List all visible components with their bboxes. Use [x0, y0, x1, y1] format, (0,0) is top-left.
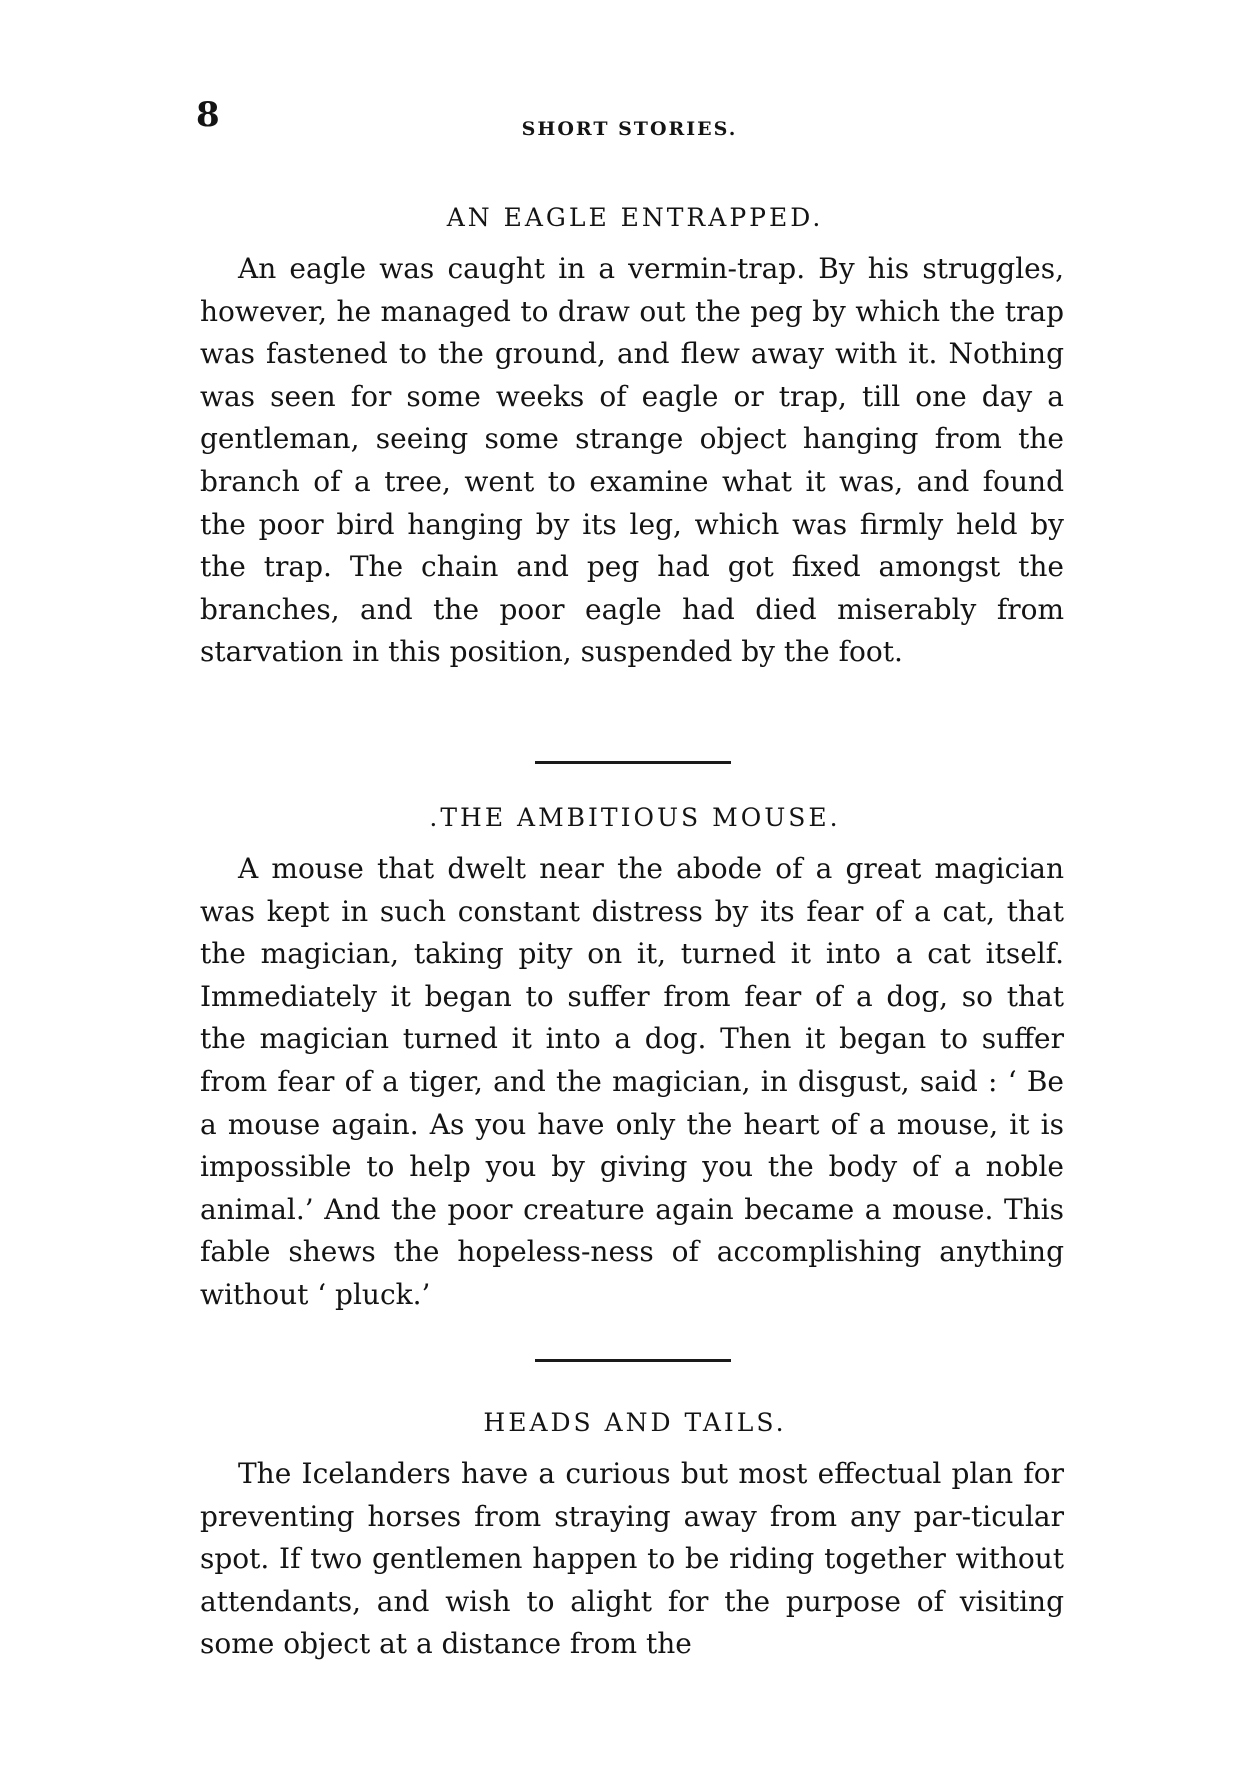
- section-divider: [535, 1359, 731, 1362]
- story-text-heads-and-tails: The Icelanders have a curious but most effectual plan for preventing horses from straying away from any par-ticular spot. If two gentlemen happen to be riding together without attendants, and wish to alight for the purpose of visiting some object at a distance from the: [200, 1457, 1064, 1661]
- story-title-eagle: AN EAGLE ENTRAPPED.: [446, 203, 824, 232]
- running-head: SHORT STORIES.: [521, 118, 738, 140]
- page-number: 8: [196, 95, 220, 135]
- story-text-mouse: A mouse that dwelt near the abode of a great magician was kept in such constant distress by its fear of a cat, that the magician, taking pity on it, turned it into a cat itself. Immediately it began to suffer from fear of a dog, so that the magician turned it into a dog. Then it began to suffer from fear of a tiger, and the magician, in disgust, said : ‘ Be a mouse again. As you have only the heart of a mouse, it is impossible to help you by giving you the body of a noble animal.’ And the poor creature again became a mouse. This fable shews the hopeless-ness of accomplishing anything without ‘ pluck.’: [200, 852, 1064, 1311]
- section-divider: [535, 761, 731, 764]
- story-title-heads-and-tails: HEADS AND TAILS.: [483, 1408, 787, 1437]
- story-title-mouse: .THE AMBITIOUS MOUSE.: [429, 803, 841, 832]
- story-text-eagle: An eagle was caught in a vermin-trap. By his struggles, however, he managed to draw out the peg by which the trap was fastened to the ground, and flew away with it. Nothing was seen for some weeks of eagle or trap, till one day a gentleman, seeing some strange object hanging from the branch of a tree, went to examine what it was, and found the poor bird hanging by its leg, which was firmly held by the trap. The chain and peg had got fixed amongst the branches, and the poor eagle had died miserably from starvation in this position, suspended by the foot.: [200, 252, 1064, 669]
